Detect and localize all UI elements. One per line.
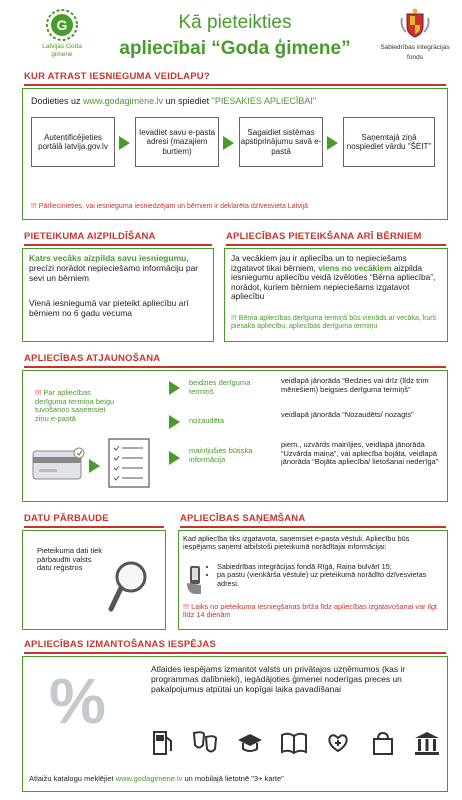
children-box <box>224 248 448 342</box>
receive-options <box>209 563 443 588</box>
filling-box <box>22 248 214 342</box>
renewal-box <box>22 370 448 502</box>
step-1: Autentificējieties portālā latvija.gov.lv <box>31 117 115 167</box>
usage-text: Atlaides iespējams izmantot valsts un privātajos uzņēmumos (kas ir programmas dalībnieki), iegādājoties ģimenei noderīgas preces un pakalpojumus atpūtai un kopīgai laika pavadīšanai <box>151 664 406 694</box>
renewal-desc-lost: veidlapā jānorāda “Nozaudēts/ nozagts” <box>281 410 414 419</box>
org-caption-2: fonds <box>407 53 423 61</box>
renewal-label-changed: mainījušies būtiska informācija <box>189 446 253 464</box>
goda-gimene-logo <box>30 8 94 58</box>
credit-card-icon <box>31 447 87 481</box>
children-p1-c: aizpilda iesniegumu apliecību veidā izvēloties “Bērna apliecība”, norādot, kuriem bērniem nepieciešams izgatavot apliecību <box>231 262 436 302</box>
reminder-prefix: !!! <box>35 388 44 397</box>
step-2: Ievadiet savu e-pasta adresi (mazajiem burtiem) <box>135 117 219 167</box>
step-3: Sagaidiet sistēmas apstiprinājumu savā e-pastā <box>239 117 323 167</box>
hand-phone-icon <box>185 565 205 595</box>
check-text: Pieteikuma dati tiek pārbaudīti valsts datu reģistros <box>37 546 103 573</box>
magnifier-icon <box>107 559 151 613</box>
children-divider <box>226 244 446 246</box>
receive-note: !!! Laiks no pieteikuma iesniegšanas brīža līdz apliecības izgatavošanai var ilgt līdz 14 dienām <box>183 602 437 620</box>
receive-p1: Kad apliecība tiks izgatavota, saņemsiet e-pasta vēstuli. Apliecību būs iespējams saņemt atbilstoši pieteikumā norādītajai informācijai: <box>183 534 410 552</box>
reminder-text: Par apliecības derīguma termiņa beigu tuvošanos saņemsiet ziņu e-pastā <box>35 388 115 423</box>
checklist-icon <box>107 437 151 489</box>
where-heading: KUR ATRAST IESNIEGUMA VEIDLAPU? <box>24 71 210 82</box>
usage-footer-pre: Atlaižu katalogu meklējiet <box>29 774 116 783</box>
children-p1-a: Ja vecākiem jau ir apliecība un to nepieciešams izgatavot tikai bērniem, <box>231 253 407 273</box>
receive-heading: APLIECĪBAS SAŅEMŠANA <box>180 513 306 524</box>
museum-icon <box>413 729 441 757</box>
shopping-bag-icon <box>369 729 397 757</box>
renewal-heading: APLIECĪBAS ATJAUNOŠANA <box>24 353 161 364</box>
usage-heading: APLIECĪBAS IZMANTOŠANAS IESPĒJAS <box>24 639 217 650</box>
renewal-desc-expired: veidlapā jānorāda “Bedzies vai drīz (līdz trim mēnešiem) beigsies derīguma termiņš” <box>281 376 429 394</box>
title-line-1: Kā pieteikties <box>178 12 292 33</box>
filling-p1 <box>29 254 207 283</box>
book-icon <box>280 729 308 757</box>
health-care-icon <box>324 729 352 757</box>
page-title <box>100 12 370 60</box>
usage-box <box>22 656 448 792</box>
percent-icon: % <box>49 665 106 737</box>
where-divider <box>24 84 446 86</box>
children-p1-b: viens no vecākiem <box>318 262 392 273</box>
catalog-link[interactable]: www.godagimene.lv <box>115 774 183 783</box>
usage-footer <box>29 775 441 784</box>
renewal-reminder <box>35 389 117 424</box>
filling-divider <box>24 244 212 246</box>
arrow-icon <box>89 459 100 473</box>
logo-caption-1: Latvijas Goda <box>42 43 82 50</box>
theatre-masks-icon <box>191 729 219 757</box>
where-box <box>22 88 448 220</box>
filling-heading: PIETEIKUMA AIZPILDĪŠANA <box>24 231 156 242</box>
filling-p2: Vienā iesniegumā var pieteikt apliecību arī bērniem no 6 gadu vecuma <box>29 298 189 318</box>
arrow-icon <box>169 415 180 429</box>
sif-logo <box>374 6 456 61</box>
filling-p1-rest: , precīzi norādot nepieciešamo informāciju par sevi un bērniem <box>29 253 199 283</box>
receive-option-post: • pa pastu (vienkārša vēstule) uz pieteikumā norādīto dzīvesvietas adresi. <box>217 571 443 588</box>
receive-divider <box>180 526 446 528</box>
children-p1 <box>231 254 441 302</box>
apply-button-label: "PIESAKIES APLIECĪBAI" <box>211 96 317 106</box>
check-divider <box>24 526 164 528</box>
receive-option-office: • Sabiedrības integrācijas fondā Rīgā, Raiņa bulvārī 15; <box>217 563 443 571</box>
receive-box <box>178 530 448 630</box>
renewal-label-expired: beidzies derīguma termiņš <box>189 378 251 396</box>
intro-prefix: Dodieties uz <box>31 96 84 106</box>
check-box <box>22 530 166 630</box>
arrow-icon <box>327 136 338 150</box>
renewal-label-lost: nozaudēta <box>189 416 225 425</box>
usage-icons <box>151 725 441 761</box>
graduation-cap-icon <box>236 729 264 757</box>
logo-caption-2: ģimene <box>51 51 73 59</box>
arrow-icon <box>223 136 234 150</box>
renewal-divider <box>24 366 446 368</box>
filling-p1-bold: Katrs vecāks aizpilda savu iesniegumu <box>29 253 187 263</box>
coat-of-arms-icon <box>398 6 432 40</box>
arrow-icon <box>169 451 180 465</box>
check-heading: DATU PĀRBAUDE <box>24 513 109 524</box>
g-logo-icon <box>45 8 79 42</box>
usage-footer-post: un mobilajā lietotnē "3+ karte" <box>182 774 284 783</box>
children-note: !!! Bērna apliecības derīguma termiņš būs vienāds ar vecāka, kurš piesaka apliecību, apliecības derīguma termiņu <box>231 315 437 331</box>
where-note: !!! Pārliecinieties, vai iesnieguma iesniedzējam un bērniem ir deklarēta dzīvesvieta Latvijā <box>31 203 309 210</box>
intro-mid: un spiediet <box>163 96 212 106</box>
step-4: Saņemtajā ziņā nospiediet vārdu "ŠEIT" <box>343 117 435 167</box>
svg-text:G: G <box>56 17 68 33</box>
arrow-icon <box>169 381 180 395</box>
arrow-icon <box>119 136 130 150</box>
org-caption-1: Sabiedrības integrācijas <box>380 44 450 52</box>
usage-divider <box>24 652 446 654</box>
godagimene-link[interactable]: www.godagimene.lv <box>83 96 164 106</box>
renewal-desc-changed: piem., uzvārds mainījies, veidlapā jānorāda “Uzvārda maiņa”, vai apliecība bojāta, veidlapā jānorāda “Bojāta apliecība/ lietošanai nederīga” <box>281 440 439 467</box>
title-line-2: apliecībai “Goda ģimene” <box>119 37 351 59</box>
where-intro <box>31 96 316 106</box>
children-heading: APLIECĪBAS PIETEIKŠANA ARĪ BĒRNIEM <box>226 231 422 242</box>
fuel-pump-icon <box>151 729 175 757</box>
